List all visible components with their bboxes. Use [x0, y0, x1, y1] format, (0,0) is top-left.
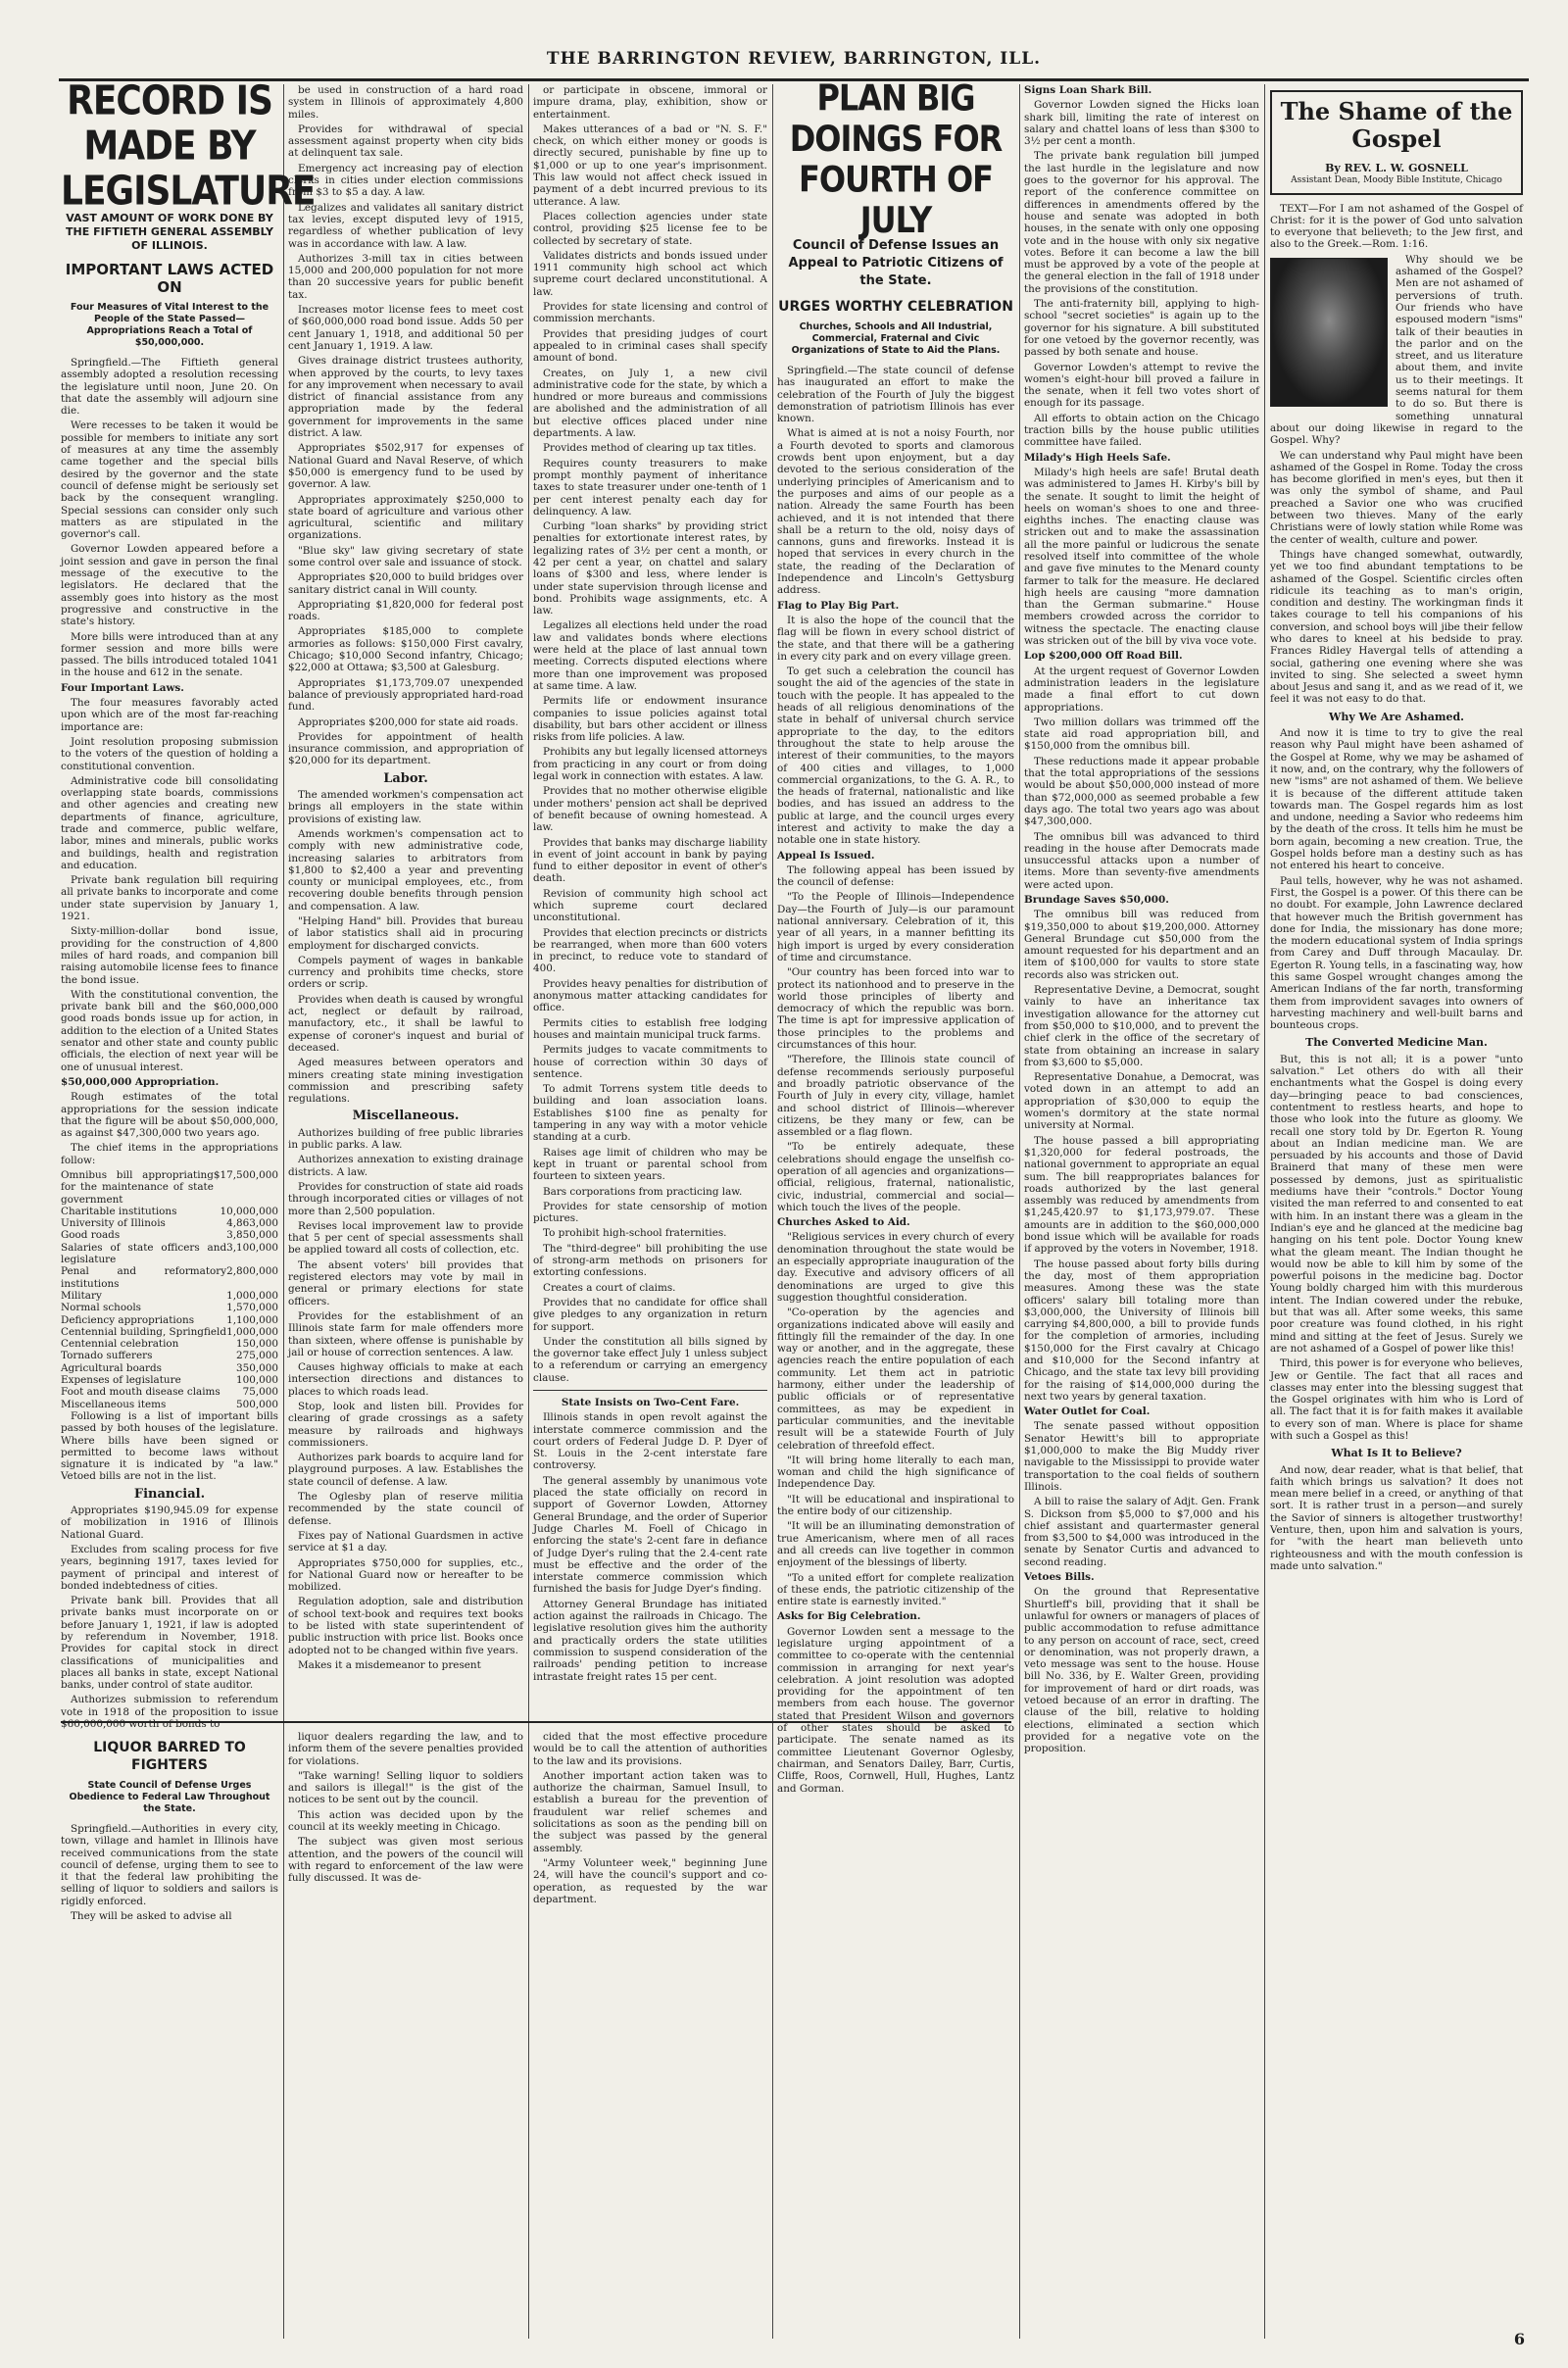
subheading: Asks for Big Celebration.	[777, 1610, 921, 1623]
appropriation-row	[61, 1217, 278, 1229]
subheading: Miscellaneous.	[352, 1109, 460, 1124]
paragraph: Another important action taken was to authorize the chairman, Samuel Insull, to establish a bureau for the prevention of fraudulent war relief schemes and solicitations as soon as the pending bill on the subject was passed by the general assembly.	[533, 1769, 767, 1854]
paragraph: Appropriates $190,945.09 for expense of mobilization in 1916 of Illinois National Guard.	[61, 1505, 278, 1541]
paragraph: Creates, on July 1, a new civil administrative code for the state, by which a hundred or more bureaus and commissions are abolished and the administration of all but elective offices placed under nine departments. A law.	[533, 367, 767, 440]
paragraph: Provides for appointment of health insurance commission, and appropriation of $20,000 for its department.	[288, 730, 523, 767]
paragraph: Provides that presiding judges of court appealed to in criminal cases shall specify amount of bond.	[533, 327, 767, 365]
paragraph: To admit Torrens system title deeds to building and loan association loans. Establishes $100 fine as penalty for tampering in any way with a motor vehicle standing at a curb.	[533, 1083, 767, 1144]
appropriation-row	[61, 1265, 278, 1290]
paragraph: Provides that banks may discharge liability in event of joint account in bank by paying fund to either depositor in event of other's death.	[533, 836, 767, 885]
subheading: Four Important Laws.	[61, 681, 184, 694]
appropriation-amount: 100,000	[236, 1374, 278, 1387]
paragraph: Third, this power is for everyone who believes, Jew or Gentile. The fact that all races and classes may enter into the blessing suggest that the Gospel originates with him who is Lord of all. The fact that it is for faith makes it available to every son of man. Where is place for shame with such a Gospel as this!	[1270, 1357, 1523, 1442]
paragraph: Prohibits any but legally licensed attorneys from practicing in any court or from doing legal work in connection with estates. A law.	[533, 746, 767, 783]
appropriation-row	[61, 1290, 278, 1302]
deck: VAST AMOUNT OF WORK DONE BY THE FIFTIETH GENERAL ASSEMBLY OF ILLINOIS.	[66, 212, 273, 252]
appropriation-amount: 4,863,000	[226, 1217, 278, 1230]
paragraph: Compels payment of wages in bankable currency and prohibits time checks, store orders or scrip.	[288, 954, 523, 991]
appropriation-row	[61, 1302, 278, 1313]
subheading: Why We Are Ashamed.	[1328, 710, 1465, 723]
paragraph: All efforts to obtain action on the Chicago traction bills by the house public utilities committee have failed.	[1024, 412, 1259, 449]
appropriation-item: Miscellaneous items	[61, 1398, 167, 1410]
headline: PLAN BIG DOINGS FOR FOURTH OF JULY	[789, 76, 1003, 241]
article-shame-of-gospel	[1270, 84, 1523, 2339]
paragraph: Joint resolution proposing submission to the voters of the question of holding a constitutional convention.	[61, 735, 278, 772]
column-divider	[1264, 84, 1265, 2339]
paragraph: Emergency act increasing pay of election clerks in cities under election commissions from $3 to $5 a day. A law.	[288, 162, 523, 199]
paragraph: Revision of community high school act which supreme court declared unconstitutional.	[533, 887, 767, 924]
paragraph: The amended workmen's compensation act brings all employers in the state within provisions of existing law.	[288, 789, 523, 825]
appropriation-amount: 500,000	[236, 1398, 278, 1410]
appropriation-amount: 3,100,000	[226, 1241, 278, 1254]
paragraph: be used in construction of a hard road system in Illinois of approximately 4,800 miles.	[288, 84, 523, 121]
paragraph: Springfield.—Authorities in every city, town, village and hamlet in Illinois have received communications from the state council of defense, urging them to see to it that the federal law prohibiting the selling of liquor to soldiers and sailors is rigidly enforced.	[61, 1823, 278, 1907]
appropriation-row	[61, 1229, 278, 1241]
paragraph: Amends workmen's compensation act to comply with new administrative code, increasing salaries to arbitrators from $1,800 to $2,400 a year and preventing county or municipal employees, etc., from recovering double benefits through pension and compensation. A law.	[288, 827, 523, 913]
appropriation-item: Penal and reformatory institutions	[61, 1265, 227, 1290]
paragraph: What is aimed at is not a noisy Fourth, nor a Fourth devoted to sports and clamorous crowds bent upon enjoyment, but a day devoted to the serious consideration of the underlying principles of Americanism and to the purposes and aims of our people as a nation. Already the same Fourth has been achieved, and it is not intended that there shall be a return to the old, noisy days of cannons, guns and fireworks. Instead it is hoped that services in every church in the state, the reading of the Declaration of Independence and Lincoln's Gettysburg address.	[777, 427, 1014, 597]
deck: State Council of Defense Urges Obedience to Federal Law Throughout the State.	[69, 1780, 270, 1814]
paragraph: "Take warning! Selling liquor to soldiers and sailors is illegal!" is the gist of the notices to be sent out by the council.	[288, 1769, 523, 1806]
page-number: 6	[1513, 2330, 1525, 2348]
subheading: Signs Loan Shark Bill.	[1024, 84, 1152, 96]
paragraph: Provides for withdrawal of special assessment against property when city bids at delinquent tax sale.	[288, 123, 523, 160]
column-divider	[772, 84, 773, 2339]
appropriation-amount: 350,000	[236, 1361, 278, 1374]
paragraph: Curbing "loan sharks" by providing strict penalties for extortionate interest rates, by legalizing rates of 3½ per cent a month, or 42 per cent a year, on chattel and salary loans of $300 and less, where lender is under state supervision through license and bond. Prohibits wage assignments, etc. A law.	[533, 520, 767, 617]
appropriation-item: Tornado sufferers	[61, 1350, 153, 1362]
article-liquor-continued-2	[533, 1731, 767, 2344]
appropriation-item: Military	[61, 1289, 102, 1302]
byline: By REV. L. W. GOSNELL	[1325, 162, 1468, 174]
paragraph: Fixes pay of National Guardsmen in active service at $1 a day.	[288, 1529, 523, 1554]
headline: LIQUOR BARRED TO FIGHTERS	[93, 1740, 246, 1773]
paragraph: Two million dollars was trimmed off the state aid road appropriation bill, and $150,000 from the omnibus bill.	[1024, 715, 1259, 753]
paragraph: Aged measures between operators and miners creating state mining investigation commission and prescribing safety regulations.	[288, 1057, 523, 1106]
article-legislature-notes	[1024, 84, 1259, 2339]
paragraph: On the ground that Representative Shurtleff's bill, providing that it shall be unlawful for owners or managers of places of public accommodation to refuse admittance to any person on account of race, sect, creed or denomination, was not properly drawn, a veto message was sent to the house. House bill No. 336, by E. Walter Green, providing for improvement of hard or dirt roads, was vetoed because of an error in drafting. The clause of the bill, relative to holding elections, eliminated a section which provided for a negative vote on the proposition.	[1024, 1586, 1259, 1755]
paragraph: Milady's high heels are safe! Brutal death was administered to James H. Kirby's bill by the senate. It sought to limit the height of heels on woman's shoes to one and three-eighths inches. The enacting clause was stricken out and to make the assassination all the more painful or ludicrous the senate resolved itself into committee of the whole and gave five minutes to the Menard county farmer to talk for the measure. He declared high heels are causing "more damnation than the German submarine." House members crowded across the corridor to witness the spectacle. The enacting clause was stricken out of the bill by viva voce vote.	[1024, 466, 1259, 648]
paragraph: "To be entirely adequate, these celebrations should engage the unselfish co-operation of all agencies and organizations—official, religious, fraternal, nationalistic, civic, industrial, commercial and social—which touch the lives of the people.	[777, 1141, 1014, 1213]
appropriation-amount: 1,100,000	[226, 1313, 278, 1326]
paragraph: We can understand why Paul might have been ashamed of the Gospel in Rome. Today the cross has become glorified in men's eyes, but then it was only the symbol of shame, and Paul preached a Savior one who was crucified between two thieves. Many of the early Christians were of lowly station while Rome was the center of wealth, culture and power.	[1270, 449, 1523, 546]
column-divider	[528, 84, 529, 2339]
subheading: Churches Asked to Aid.	[777, 1216, 910, 1229]
sermon-header-box	[1270, 90, 1523, 195]
appropriation-item: Salaries of state officers and legislature	[61, 1241, 227, 1266]
paragraph: Permits judges to vacate commitments to house of correction within 30 days of sentence.	[533, 1044, 767, 1080]
appropriation-item: Good roads	[61, 1229, 121, 1242]
section-rule	[61, 1721, 1011, 1723]
paragraph: Governor Lowden's attempt to revive the women's eight-hour bill proved a failure in the senate, when it fell two votes short of enough for its passage.	[1024, 361, 1259, 410]
appropriation-row	[61, 1314, 278, 1326]
paragraph: The house passed a bill appropriating $1,320,000 for federal postroads, the national government to appropriate an equal sum. The bill reappropriates balances for roads authorized by the last general assembly was reduced by amendments from $1,245,420.97 to $1,173,979.07. These amounts are in addition to the $60,000,000 bond issue which will be available for roads if approved by the voters in November, 1918.	[1024, 1134, 1259, 1256]
appropriation-row	[61, 1386, 278, 1398]
paragraph: Were recesses to be taken it would be possible for members to initiate any sort of measures at any time the assembly came together and the special bills desired by the governor and the state council of defense might be seriously set back by the consequent wrangling. Special sessions can consider only such matters as are stipulated in the governor's call.	[61, 419, 278, 541]
appropriation-amount: 2,800,000	[226, 1265, 278, 1278]
appropriation-row	[61, 1169, 278, 1206]
appropriation-item: Omnibus bill appropriating for the maintenance of state government	[61, 1169, 214, 1206]
appropriation-amount: 150,000	[236, 1338, 278, 1351]
paragraph: Springfield.—The state council of defense has inaugurated an effort to make the celebration of the Fourth of July the biggest demonstration of patriotism Illinois has ever known.	[777, 365, 1014, 425]
paragraph: Raises age limit of children who may be kept in truant or parental school from fourteen to sixteen years.	[533, 1146, 767, 1183]
author-portrait	[1270, 258, 1388, 407]
article-record-continued-2	[533, 84, 767, 1716]
article-liquor-continued	[288, 1731, 523, 2344]
appropriation-amount: $17,500,000	[213, 1169, 278, 1181]
appropriation-amount: 1,570,000	[226, 1302, 278, 1314]
paragraph: Provides method of clearing up tax titles.	[543, 442, 757, 455]
subheading: Lop $200,000 Off Road Bill.	[1024, 650, 1183, 663]
appropriation-amount: 1,000,000	[226, 1289, 278, 1302]
byline-affiliation: Assistant Dean, Moody Bible Institute, Chicago	[1291, 175, 1502, 186]
appropriation-item: Centennial celebration	[61, 1338, 179, 1351]
subheading: State Insists on Two-Cent Fare.	[561, 1396, 740, 1408]
appropriation-item: Centennial building, Springfield	[61, 1325, 227, 1338]
paragraph: Excludes from scaling process for five years, beginning 1917, taxes levied for payment of principal and interest of bonded indebtedness of cities.	[61, 1543, 278, 1592]
paragraph: Authorizes annexation to existing drainage districts. A law.	[288, 1154, 523, 1178]
paragraph: And now it is time to try to give the real reason why Paul might have been ashamed of the Gospel at Rome, why we may be ashamed of it now, and, on the contrary, why the followers of new "isms" are not ashamed of them. We believe it is because of the different attitude taken towards man. The Gospel regards him as lost and undone, needing a Savior who redeems him by the death of the cross. It tells him he must be born again, becoming a new creation. True, the Gospel holds before man a destiny such as has not entered his heart to conceive.	[1270, 727, 1523, 872]
paragraph: The general assembly by unanimous vote placed the state officially on record in support of Governor Lowden, Attorney General Brundage, and the order of Superior Judge Charles M. Foell of Chicago in enforcing the state's 2-cent fare in defiance of Judge Dyer's ruling that the 2.4-cent rate must be effective and the order of the interstate commerce commission which furnished the basis for Judge Dyer's finding.	[533, 1474, 767, 1596]
paragraph: Authorizes building of free public libraries in public parks. A law.	[288, 1126, 523, 1152]
paragraph: Under the constitution all bills signed by the governor take effect July 1 unless subject to a referendum or carrying an emergency clause.	[533, 1335, 767, 1384]
paragraph: "It will be an illuminating demonstration of true Americanism, where men of all races and all creeds can live together in common enjoyment of the blessings of liberty.	[777, 1520, 1014, 1569]
paragraph: Gives drainage district trustees authority, when approved by the courts, to levy taxes for any improvement when necessary to avail district of financial assistance from any appropriation made by the federal government for improvements in the same district. A law.	[288, 355, 523, 440]
subheading: Labor.	[383, 770, 428, 786]
paragraph: liquor dealers regarding the law, and to inform them of the severe penalties provided for violations.	[288, 1731, 523, 1767]
appropriation-item: Agricultural boards	[61, 1361, 162, 1374]
paragraph: Places collection agencies under state control, providing $25 license fee to be collected by secretary of state.	[533, 210, 767, 247]
appropriation-item: Expenses of legislature	[61, 1374, 181, 1387]
appropriation-row	[61, 1338, 278, 1350]
paragraph: "Blue sky" law giving secretary of state some control over sale and issuance of stock.	[288, 544, 523, 568]
paragraph: Governor Lowden signed the Hicks loan shark bill, limiting the rate of interest on salary and chattel loans of less than $300 to 3½ per cent a month.	[1024, 99, 1259, 148]
paragraph: Causes highway officials to make at each intersection directions and distances to places to which roads lead.	[288, 1361, 523, 1398]
appropriation-row	[61, 1362, 278, 1374]
masthead: THE BARRINGTON REVIEW, BARRINGTON, ILL.	[546, 49, 1042, 69]
paragraph: or participate in obscene, immoral or impure drama, play, exhibition, show or entertainment.	[533, 84, 767, 121]
paragraph: Validates districts and bonds issued under 1911 community high school act which supreme court declared unconstitutional. A law.	[533, 249, 767, 298]
subheading: Flag to Play Big Part.	[777, 599, 900, 612]
paragraph: Appropriating $1,820,000 for federal post roads.	[288, 598, 523, 623]
appropriation-item: Deficiency appropriations	[61, 1313, 195, 1326]
paragraph: Legalizes and validates all sanitary district tax levies, except disputed levy of 1915, regardless of whether publication of levy was in accordance with law. A law.	[288, 201, 523, 250]
article-record-continued	[288, 84, 523, 1716]
paragraph: To get such a celebration the council has sought the aid of the agencies of the state in touch with the people. It has appealed to the heads of all religious denominations of the state in behalf of universal church service appropriate to the day, to the editors throughout the state to help arouse the interest of their communities, to the mayors of 400 cities and villages, to 1,000 commercial organizations, to the G. A. R., to the heads of fraternal, nationalistic and like bodies, and has issued an address to the public at large, and the council urges every interest and activity to make the day a notable one in state history.	[777, 666, 1014, 847]
paragraph: But, this is not all; it is a power "unto salvation." Let others do with all their enchantments what the Gospel is doing every day—bringing peace to bad consciences, contentment to restless hearts, and hope to those who look into the future as gloomy. We recall one story told by Dr. Egerton R. Young about an Indian medicine man. We are persuaded by his accounts and those of David Brainerd that many of these men were possessed by demons, just as spiritualistic mediums have their "controls." Doctor Young visited the man referred to and consented to eat with him. In an instant there was a gleam in the Indian's eye and he glanced at the medicine bag hanging on his tent pole. Doctor Young knew what the gleam meant. The Indian thought he would now be able to kill him by some of the powerful poisons in the medicine bag. Doctor Young boldly charged him with this murderous intent. The Indian cowered under the rebuke, but that was all. After some weeks, this same poor creature was found clothed, in his right mind and sitting at the feet of Jesus. Surely we are not ashamed of a Gospel of power like this!	[1270, 1053, 1523, 1355]
paragraph: Governor Lowden appeared before a joint session and gave in person the final message of the executive to the legislators. He declared that the assembly goes into history as the most progressive and constructive in the state's history.	[61, 543, 278, 628]
paragraph: Makes it a misdemeanor to present	[298, 1658, 481, 1671]
paragraph: Rough estimates of the total appropriations for the session indicate that the figure will be about $50,000,000, as against $47,300,000 two years ago.	[61, 1091, 278, 1140]
appropriation-item: Charitable institutions	[61, 1205, 177, 1217]
paragraph: And now, dear reader, what is that belief, that faith which brings us salvation? It does not mean mere belief in a creed, or anything of that sort. It is rather trust in a person—and surely the Savior of sinners is altogether trustworthy! Venture, then, upon him and salvation is yours, for "with the heart man believeth unto righteousness and with the mouth confession is made unto salvation."	[1270, 1463, 1523, 1572]
sermon-title: The Shame of the Gospel	[1280, 97, 1513, 153]
paragraph: Appropriates $750,000 for supplies, etc., for National Guard now or hereafter to be mobilized.	[288, 1556, 523, 1594]
paragraph: "Religious services in every church of every denomination throughout the state would be an especially appropriate inauguration of the day. Executive and advisory officers of all denominations are urged to give this suggestion thoughtful consideration.	[777, 1231, 1014, 1304]
paragraph: "Army Volunteer week," beginning June 24, will have the council's support and co-operation, as requested by the war department.	[533, 1856, 767, 1905]
appropriation-amount: 75,000	[242, 1386, 278, 1399]
paragraph: The following appeal has been issued by the council of defense:	[777, 863, 1014, 889]
scripture-text: TEXT—For I am not ashamed of the Gospel of Christ: for it is the power of God unto salvation to everyone that believeth; to the Jew first, and also to the Greek.—Rom. 1:16.	[1270, 202, 1523, 251]
paragraph: Provides for state licensing and control of commission merchants.	[533, 301, 767, 325]
subheading: Financial.	[133, 1486, 206, 1502]
paragraph: Provides that no candidate for office shall give pledges to any organization in return for support.	[533, 1296, 767, 1333]
appropriation-row	[61, 1326, 278, 1338]
paragraph: Provides for the establishment of an Illinois state farm for male offenders more than sixteen, where offense is punishable by jail or house of correction sentences. A law.	[288, 1309, 523, 1358]
deck: Churches, Schools and All Industrial, Commercial, Fraternal and Civic Organizations of State to Aid the Plans.	[791, 321, 1001, 356]
paragraph: Provides that election precincts or districts be rearranged, when more than 600 voters in precinct, to reduce vote to standard of 400.	[533, 926, 767, 975]
paragraph: Appropriates $502,917 for expenses of National Guard and Naval Reserve, of which $50,000 is emergency fund to be used by governor. A law.	[288, 442, 523, 491]
paragraph: At the urgent request of Governor Lowden administration leaders in the legislature made a final effort to cut down appropriations.	[1024, 665, 1259, 714]
paragraph: Private bank regulation bill requiring all private banks to incorporate and come under state supervision by January 1, 1921.	[61, 874, 278, 923]
deck: IMPORTANT LAWS ACTED ON	[65, 261, 274, 296]
subheading: Appeal Is Issued.	[777, 849, 875, 862]
paragraph: The absent voters' bill provides that registered electors may vote by mail in general or primary elections for state officers.	[288, 1258, 523, 1307]
paragraph: The subject was given most serious attention, and the powers of the council will with regard to enforcement of the law were fully discussed. It was de-	[288, 1836, 523, 1885]
paragraph: Requires county treasurers to make prompt monthly payment of inheritance taxes to state treasurer under one-tenth of 1 per cent interest penalty each day for delinquency. A law.	[533, 457, 767, 518]
deck: URGES WORTHY CELEBRATION	[778, 299, 1013, 315]
paragraph: Stop, look and listen bill. Provides for clearing of grade crossings as a safety measure by railroads and highways commissioners.	[288, 1400, 523, 1449]
paragraph: "To a united effort for complete realization of these ends, the patriotic citizenship of the entire state is earnestly invited."	[777, 1571, 1014, 1608]
appropriation-row	[61, 1374, 278, 1386]
paragraph: Provides that no mother otherwise eligible under mothers' pension act shall be deprived of benefit because of owning homestead. A law.	[533, 785, 767, 834]
paragraph: Provides for state censorship of motion pictures.	[533, 1200, 767, 1225]
paragraph: Authorizes park boards to acquire land for playground purposes. A law. Establishes the state council of defense. A law.	[288, 1452, 523, 1488]
headline: RECORD IS MADE BY LEGISLATURE	[61, 77, 316, 215]
paragraph: Appropriates $20,000 to build bridges over sanitary district canal in Will county.	[288, 571, 523, 596]
paragraph: "Our country has been forced into war to protect its nationhood and to preserve in the world those principles of liberty and democracy of which the republic was born. The time is apt for impressive application of those principles to the problems and circumstances of this hour.	[777, 966, 1014, 1052]
paragraph: "Therefore, the Illinois state council of defense recommends seriously purposeful and broadly patriotic observance of the Fourth of July in every city, village, hamlet and school district of Illinois—wherever citizens, be they many or few, can be assembled or a flag flown.	[777, 1054, 1014, 1139]
subheading: Milady's High Heels Safe.	[1024, 451, 1171, 464]
paragraph: Bars corporations from practicing law.	[543, 1185, 743, 1198]
paragraph: Revises local improvement law to provide that 5 per cent of special assessments shall be applied toward all costs of collection, etc.	[288, 1219, 523, 1257]
appropriation-amount: 275,000	[236, 1350, 278, 1362]
paragraph: The Oglesby plan of reserve militia recommended by the state council of defense.	[288, 1491, 523, 1527]
paragraph: A bill to raise the salary of Adjt. Gen. Frank S. Dickson from $5,000 to $7,000 and his chief assistant and quartermaster general from $3,500 to $4,000 was introduced in the senate by Senator Curtis and advanced to second reading.	[1024, 1496, 1259, 1568]
paragraph: Creates a court of claims.	[543, 1281, 676, 1294]
paragraph: Legalizes all elections held under the road law and validates bonds where elections were held at the place of last annual town meeting. Corrects disputed elections where more than one improvement was proposed at same time. A law.	[533, 619, 767, 692]
paragraph: Following is a list of important bills passed by both houses of the legislature. Where bills have been signed or permitted to become laws without signature it is indicated by "a law." Vetoed bills are not in the list.	[61, 1409, 278, 1483]
paragraph: "It will be educational and inspirational to the entire body of our citizenship.	[777, 1493, 1014, 1518]
paragraph: Private bank bill. Provides that all private banks must incorporate on or before January 1, 1921, if law is adopted by referendum in November, 1918. Provides for capital stock in direct classifications of municipalities and places all banks in state, except National banks, under control of state auditor.	[61, 1595, 278, 1692]
paragraph: Springfield.—The Fiftieth general assembly adopted a resolution recessing the legislature until noon, June 20. On that date the assembly will adjourn sine die.	[61, 357, 278, 418]
paragraph: The four measures favorably acted upon which are of the most far-reaching importance are:	[61, 697, 278, 733]
paragraph: Permits life or endowment insurance companies to issue policies against total disability, but bars other accident or illness risks from life policies. A law.	[533, 695, 767, 744]
paragraph: Things have changed somewhat, outwardly, yet we too find abundant temptations to be ashamed of the Gospel. Scientific circles often ridicule its teaching as to man's origin, condition and destiny. The workingman finds it takes courage to tell his companions of his conversion, and school boys will jibe their fellow who dares to kneel at his bedside to pray. Frances Ridley Havergal tells of attending a social, gathering one evening where she was invited to sing. She selected a sweet hymn about Jesus and sang it, and as we read of it, we feel it was not easy to do that.	[1270, 548, 1523, 706]
article-plan-big-doings	[777, 76, 1014, 1795]
appropriation-row	[61, 1242, 278, 1266]
paragraph: The chief items in the appropriations follow:	[61, 1142, 278, 1166]
appropriation-amount: 10,000,000	[220, 1205, 278, 1217]
paragraph: The senate passed without opposition Senator Hewitt's bill to appropriate $1,000,000 to make the Big Muddy river navigable to the Mississippi to provide water transportation to the coal fields of southern Illinois.	[1024, 1420, 1259, 1493]
paragraph: Increases motor license fees to meet cost of $60,000,000 road bond issue. Adds 50 per cent January 1, 1918, and additional 50 per cent January 1, 1919. A law.	[288, 304, 523, 352]
subheading: Water Outlet for Coal.	[1024, 1406, 1151, 1418]
paragraph: The house passed about forty bills during the day, most of them appropriation measures. Among these was the state officers' salary bill totaling more than $3,000,000, the University of Illinois bill carrying $4,800,000, a bill to provide funds for the completion of armories, including $150,000 for the First cavalry at Chicago and $10,000 for the Second infantry at Chicago, and the state tax levy bill providing for the raising of $14,000,000 during the next two years by general taxation.	[1024, 1258, 1259, 1403]
subheading: What Is It to Believe?	[1331, 1447, 1462, 1460]
paragraph: "Helping Hand" bill. Provides that bureau of labor statistics shall aid in procuring employment for discharged convicts.	[288, 915, 523, 952]
paragraph: "Co-operation by the agencies and organizations indicated above will easily and fittingly fill the remainder of the day. In one way or another, and in the aggregate, these agencies reach the entire population of each community. Let them act in patriotic harmony, either under the leadership of public officials or of representative committees, as may be expedient in particular communities, and the inevitable result will be a statewide Fourth of July celebration of threefold effect.	[777, 1307, 1014, 1452]
paragraph: Appropriates approximately $250,000 to state board of agriculture and various other agricultural, scientific and military organizations.	[288, 493, 523, 542]
appropriation-row	[61, 1350, 278, 1361]
appropriation-amount: 3,850,000	[226, 1229, 278, 1242]
paragraph: Why should we be ashamed of the Gospel? Men are not ashamed of perversions of truth. Our friends who have espoused modern "isms" talk of their beauties in the parlor and on the street, and us literature about them, and invite us to their meetings. It seems natural for them to do so. But there is something unnatural about our doing likewise in regard to the Gospel. Why?	[1270, 253, 1523, 447]
paragraph: Provides when death is caused by wrongful act, neglect or default by railroad, manufactory, etc., it shall be lawful to expense of coroner's inquest and burial of deceased.	[288, 993, 523, 1054]
paragraph: Authorizes submission to referendum vote in 1918 of the proposition to issue $60,000,000 worth of bonds to	[61, 1694, 278, 1731]
paragraph: Regulation adoption, sale and distribution of school text-book and requires text books to be listed with state superintendent of public instruction with price list. Books once adopted not to be changed within five years.	[288, 1596, 523, 1656]
subheading: $50,000,000 Appropriation.	[61, 1075, 220, 1088]
paragraph: "It will bring home literally to each man, woman and child the high significance of Independence Day.	[777, 1454, 1014, 1491]
appropriations-table	[61, 1169, 278, 1410]
paragraph: cided that the most effective procedure would be to call the attention of authorities to the law and its provisions.	[533, 1731, 767, 1767]
appropriation-row	[61, 1206, 278, 1217]
divider	[533, 1390, 767, 1391]
paragraph: It is also the hope of the council that the flag will be flown in every school district of the state, and that there will be a gathering in every city park and on every village green.	[777, 614, 1014, 663]
subheading: The Converted Medicine Man.	[1305, 1036, 1488, 1050]
subheading: Vetoes Bills.	[1024, 1571, 1095, 1584]
paragraph: Appropriates $200,000 for state aid roads.	[298, 715, 518, 728]
paragraph: Makes utterances of a bad or "N. S. F." check, on which either money or goods is directly secured, punishable by fine up to $1,000 or up to one year's imprisonment. This law would not affect check issued in payment of a debt incurred previous to its utterance. A law.	[533, 123, 767, 208]
paragraph: The private bank regulation bill jumped the last hurdle in the legislature and now goes to the governor for his approval. The report of the conference committee on differences in amendments offered by the house and senate was adopted in both houses, in the senate with only one opposing vote and in the house with only six negative votes. Before it can become a law the bill must be approved by a vote of the people at the general election in the fall of 1918 under the provisions of the constitution.	[1024, 150, 1259, 295]
deck: Council of Defense Issues an Appeal to Patriotic Citizens of the State.	[788, 238, 1004, 288]
paragraph: To prohibit high-school fraternities.	[543, 1227, 727, 1240]
appropriation-item: Foot and mouth disease claims	[61, 1386, 220, 1399]
paragraph: Illinois stands in open revolt against the interstate commerce commission and the court orders of Federal Judge D. P. Dyer of St. Louis in the 2-cent interstate fare controversy.	[533, 1411, 767, 1472]
paragraph: With the constitutional convention, the private bank bill and the $60,000,000 good roads bonds issue up for action, in addition to the election of a United States senator and other state and county public officials, the election of next year will be one of unusual interest.	[61, 988, 278, 1073]
paragraph: Provides for construction of state aid roads through incorporated cities or villages of not more than 2,500 population.	[288, 1180, 523, 1217]
appropriation-row	[61, 1399, 278, 1410]
paragraph: More bills were introduced than at any former session and more bills were passed. The bills introduced totaled 1041 in the house and 612 in the senate.	[61, 630, 278, 679]
paragraph: Permits cities to establish free lodging houses and maintain municipal truck farms.	[533, 1016, 767, 1041]
paragraph: "To the People of Illinois—Independence Day—the Fourth of July—is our paramount national anniversary. Celebration of it, this year of all years, in a manner befitting its high import is urged by every consideration of time and circumstance.	[777, 891, 1014, 963]
paragraph: Appropriates $185,000 to complete armories as follows: $150,000 First cavalry, Chicago; $10,000 Second infantry, Chicago; $22,000 at Ottawa; $3,500 at Galesburg.	[288, 625, 523, 674]
paragraph: The omnibus bill was advanced to third reading in the house after Democrats made unsuccessful attacks upon a number of items. More than seventy-five amendments were acted upon.	[1024, 830, 1259, 891]
paragraph: The anti-fraternity bill, applying to high-school "secret societies" is again up to the governor for his signature. A bill substituted for one vetoed by the governor recently, was passed by both senate and house.	[1024, 298, 1259, 359]
subheading: Brundage Saves $50,000.	[1024, 894, 1169, 906]
appropriation-amount: 1,000,000	[226, 1325, 278, 1338]
paragraph: Representative Donahue, a Democrat, was voted down in an attempt to add an appropriation of $30,000 to equip the women's dormitory at the state normal university at Normal.	[1024, 1071, 1259, 1132]
appropriation-item: Normal schools	[61, 1302, 141, 1314]
column-divider	[283, 84, 284, 2339]
paragraph: This action was decided upon by the council at its weekly meeting in Chicago.	[288, 1808, 523, 1834]
column-divider	[1019, 84, 1020, 2339]
paragraph: Paul tells, however, why he was not ashamed. First, the Gospel is a power. Of this there can be no doubt. For example, John Lawrence declared that however much the British government has done for India, the missionary has done more; the modern educational system of India springs from Carey and Duff through Macaulay. Dr. Egerton R. Young tells, in a fascinating way, how this same Gospel wrought changes among the American Indians of the far north, transforming them from improvident savages into owners of harvesting machinery and well-built barns and bounteous crops.	[1270, 874, 1523, 1032]
paragraph: Administrative code bill consolidating overlapping state boards, commissions and other agencies and creating new departments of finance, agriculture, trade and commerce, public welfare, labor, mines and minerals, public works and buildings, health and registration and education.	[61, 774, 278, 871]
paragraph: Authorizes 3-mill tax in cities between 15,000 and 200,000 population for not more than 20 successive years for public benefit tax.	[288, 252, 523, 301]
paragraph: These reductions made it appear probable that the total appropriations of the sessions would be about $50,000,000 instead of more than $72,000,000 as seemed probable a few days ago. The total two years ago was about $47,300,000.	[1024, 755, 1259, 828]
paragraph: Provides heavy penalties for distribution of anonymous matter attacking candidates for office.	[533, 977, 767, 1014]
paragraph: The omnibus bill was reduced from $19,350,000 to about $19,200,000. Attorney General Brundage cut $50,000 from the amount requested for his department and an item of $100,000 for vaults to store state records also was stricken out.	[1024, 909, 1259, 981]
paragraph: Attorney General Brundage has initiated action against the railroads in Chicago. The legislative resolution gives him the authority and practically orders the state utilities commission to suspend consideration of the railroads' pending petition to increase intrastate freight rates 15 per cent.	[533, 1598, 767, 1683]
paragraph: Governor Lowden sent a message to the legislature urging appointment of a committee to co-operate with the centennial commission in arranging for next year's celebration. A joint resolution was adopted providing for the appointment of ten members from each house. The governor stated that President Wilson and governors of other states should be asked to participate. The senate named as its committee Lieutenant Governor Oglesby, chairman, and Senators Dailey, Barr, Curtis, Cliffe, Roos, Cornwell, Hull, Hughes, Lantz and Gorman.	[777, 1625, 1014, 1795]
article-liquor-barred	[61, 1731, 278, 2344]
paragraph: Representative Devine, a Democrat, sought vainly to have an inheritance tax investigation allowance for the attorney cut from $50,000 to $10,000, and to prevent the chief clerk in the office of the secretary of state from obtaining an increase in salary from $3,600 to $5,000.	[1024, 984, 1259, 1068]
paragraph: The "third-degree" bill prohibiting the use of strong-arm methods on prisoners for extorting confessions.	[533, 1242, 767, 1279]
page-header	[59, 49, 1529, 76]
paragraph: Appropriates $1,173,709.07 unexpended balance of previously appropriated hard-road fund.	[288, 676, 523, 714]
deck: Four Measures of Vital Interest to the People of the State Passed—Appropriations Reach a Total of $50,000,000.	[70, 302, 270, 348]
appropriation-item: University of Illinois	[61, 1217, 166, 1230]
paragraph: Sixty-million-dollar bond issue, providing for the construction of 4,800 miles of hard roads, and companion bill raising automobile license fees to finance the bond issue.	[61, 925, 278, 986]
paragraph: They will be asked to advise all	[71, 1910, 232, 1923]
